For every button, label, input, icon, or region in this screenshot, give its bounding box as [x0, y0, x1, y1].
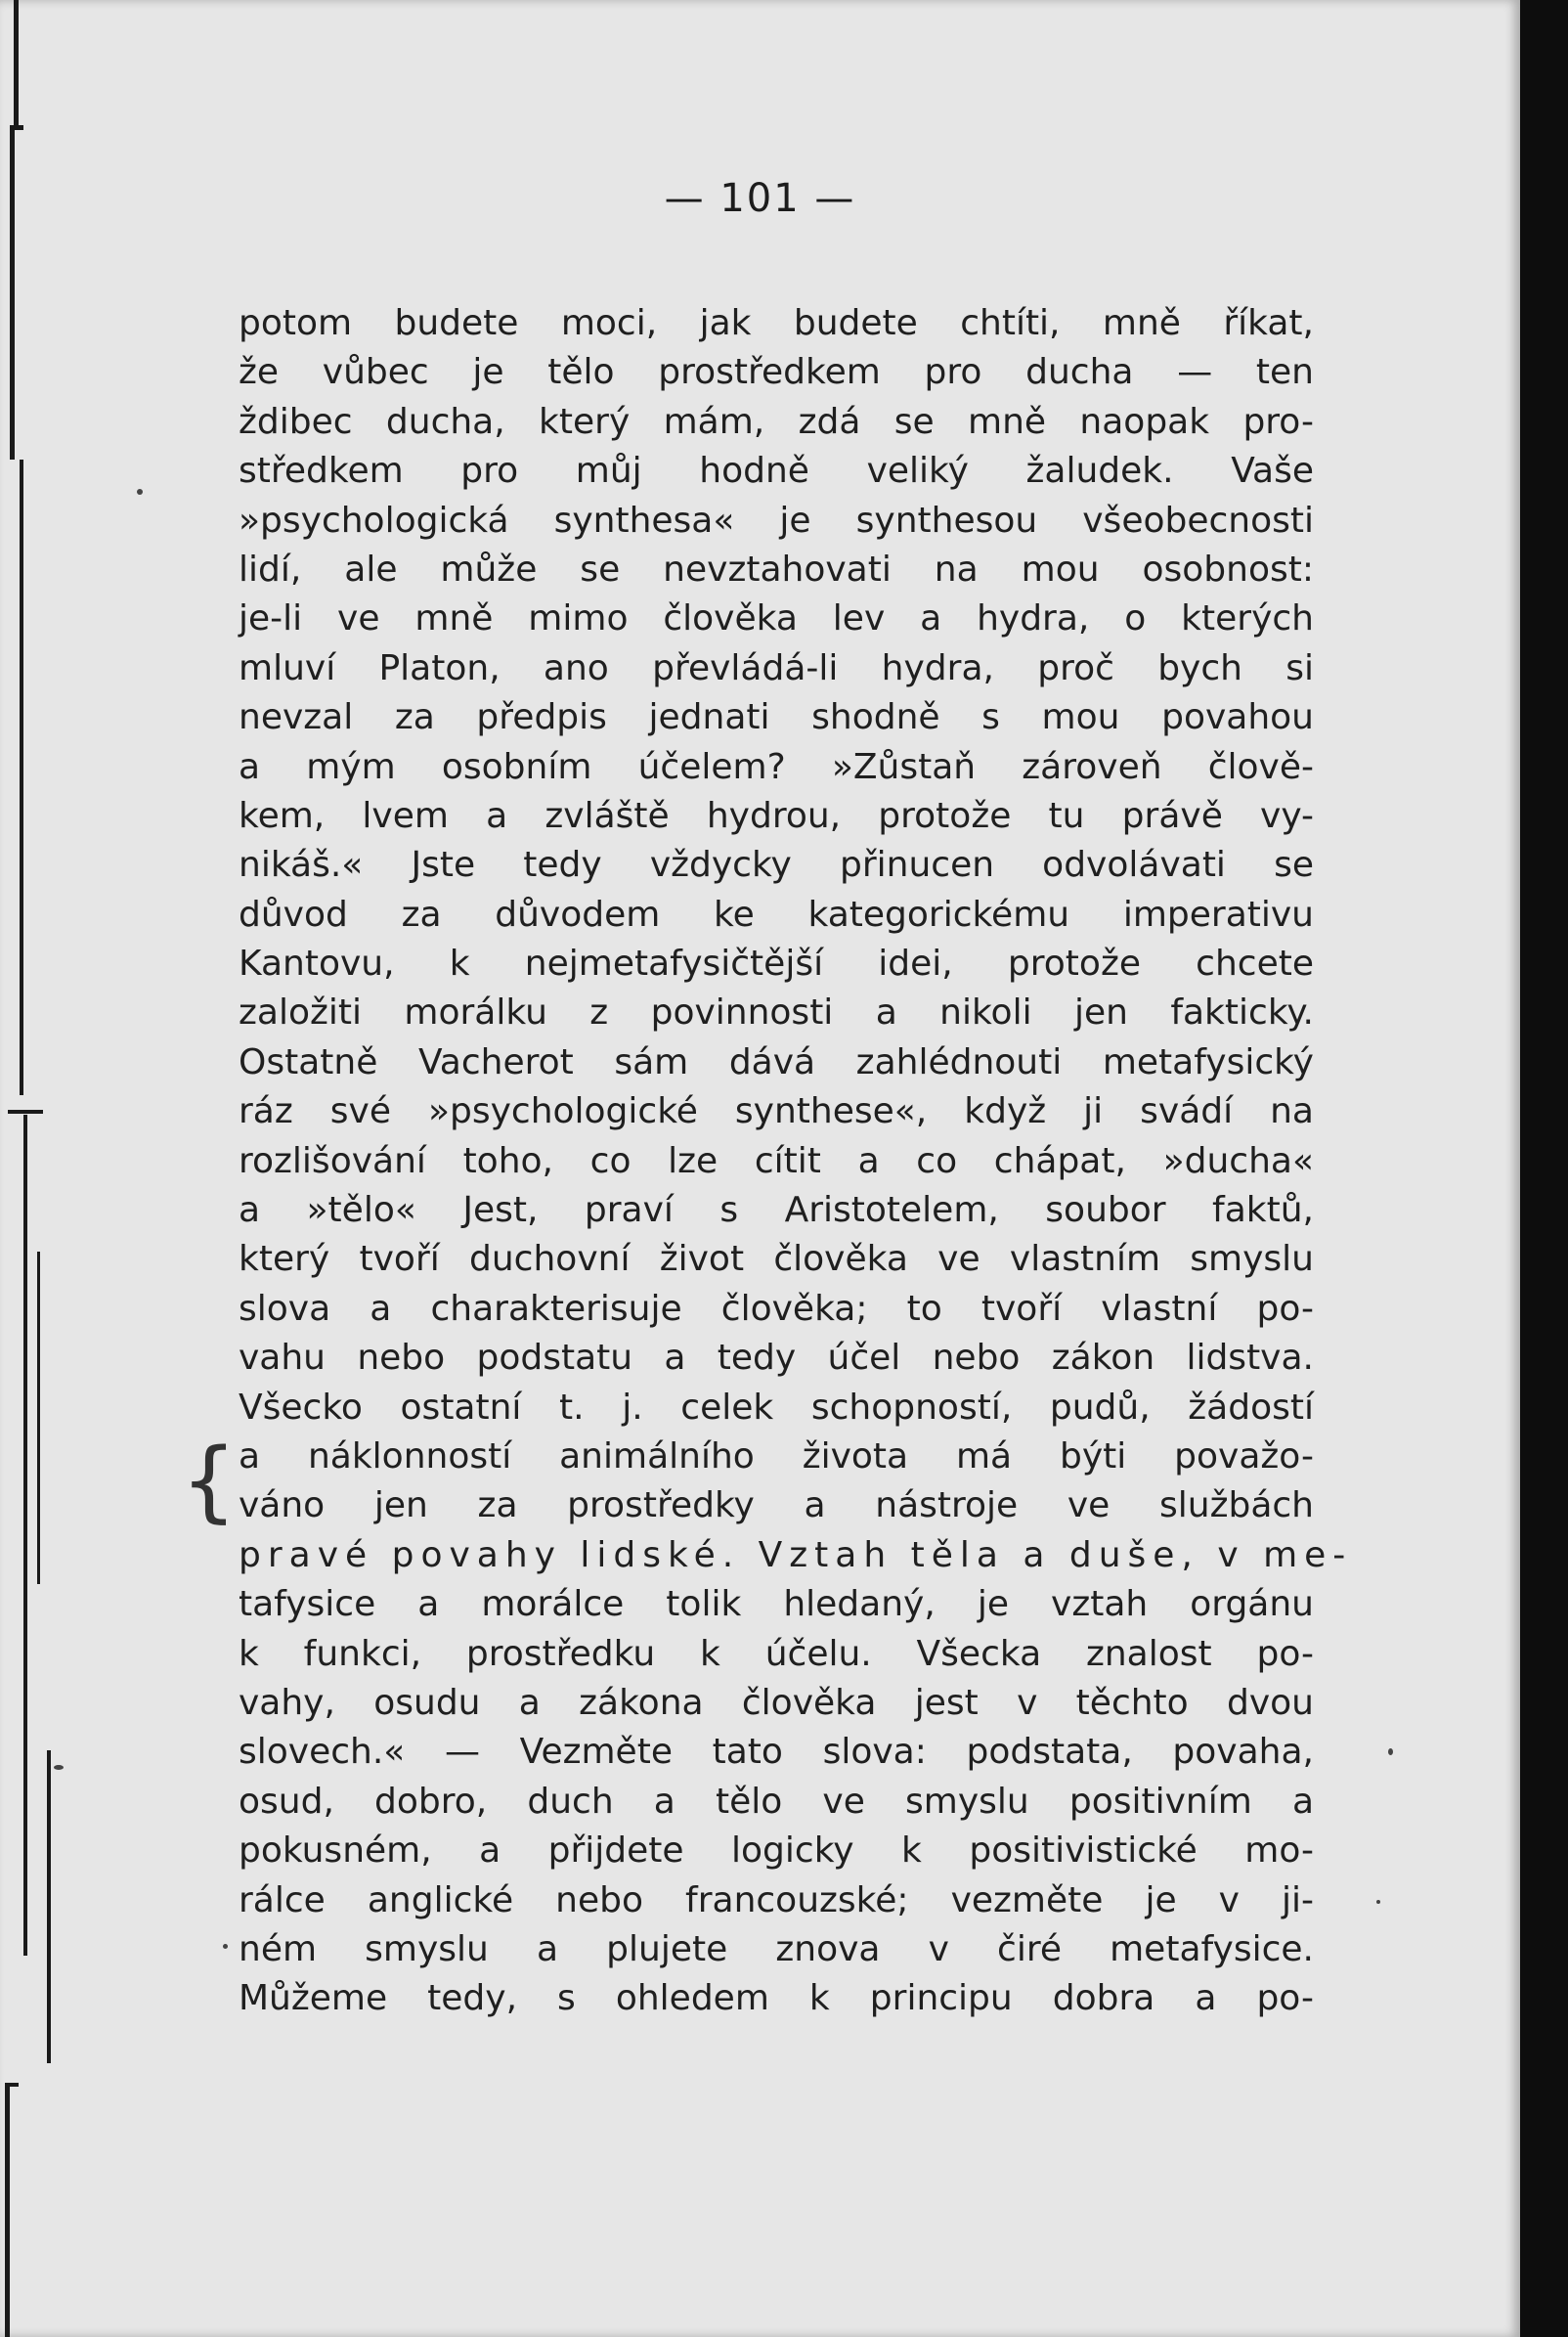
- text-line: váno jen za prostředky a nástroje ve službách: [239, 1485, 1314, 1526]
- body-text: [239, 299, 1353, 2024]
- text-line: pravé povahy lidské. Vztah těla a duše, v me-: [239, 1534, 1353, 1575]
- text-line: osud, dobro, duch a tělo ve smyslu positivním a: [239, 1781, 1314, 1822]
- scan-dark-edge: [1520, 0, 1568, 2337]
- scan-speck: [1376, 1900, 1380, 1904]
- text-line: Kantovu, k nejmetafysičtější idei, protože chcete: [239, 944, 1314, 985]
- text-line: ždibec ducha, který mám, zdá se mně naopak pro-: [239, 401, 1314, 442]
- text-line: pokusném, a přijdete logicky k positivistické mo-: [239, 1830, 1314, 1872]
- scan-speck: [137, 489, 143, 495]
- text-line: Můžeme tedy, s ohledem k principu dobra a po-: [239, 1978, 1314, 2019]
- text-line: a »tělo« Jest, praví s Aristotelem, soubor faktů,: [239, 1190, 1314, 1231]
- text-line: nevzal za předpis jednati shodně s mou povahou: [239, 697, 1314, 738]
- text-line: vahy, osudu a zákona člověka jest v těchto dvou: [239, 1682, 1314, 1723]
- text-line: je-li ve mně mimo člověka lev a hydra, o kterých: [239, 598, 1314, 639]
- text-line: ráz své »psychologické synthese«, když ji svádí na: [239, 1091, 1314, 1132]
- text-line: rozlišování toho, co lze cítit a co chápat, »ducha«: [239, 1140, 1314, 1181]
- page-binding-edge: [0, 0, 73, 2337]
- text-line: potom budete moci, jak budete chtíti, mně říkat,: [239, 303, 1314, 343]
- text-line: mluví Platon, ano převládá-li hydra, proč bych si: [239, 647, 1314, 688]
- text-line: Všecko ostatní t. j. celek schopností, pudů, žádostí: [239, 1387, 1314, 1428]
- text-line: slova a charakterisuje člověka; to tvoří vlastní po-: [239, 1288, 1314, 1329]
- margin-bracket-mark: {: [181, 1430, 238, 1532]
- text-line: a náklonností animálního života má býti považo-: [239, 1435, 1314, 1477]
- text-line: a mým osobním účelem? »Zůstaň zároveň člově-: [239, 746, 1314, 787]
- text-line: vahu nebo podstatu a tedy účel nebo zákon lidstva.: [239, 1338, 1314, 1379]
- text-line: důvod za důvodem ke kategorickému imperativu: [239, 894, 1314, 935]
- text-line: k funkci, prostředku k účelu. Všecka znalost po-: [239, 1633, 1314, 1674]
- text-line: nikáš.« Jste tedy vždycky přinucen odvolávati se: [239, 845, 1314, 886]
- text-line: středkem pro můj hodně veliký žaludek. Vaše: [239, 451, 1314, 492]
- text-line: ném smyslu a plujete znova v čiré metafysice.: [239, 1928, 1314, 1969]
- text-line: Ostatně Vacherot sám dává zahlédnouti metafysický: [239, 1041, 1314, 1082]
- text-line: tafysice a morálce tolik hledaný, je vztah orgánu: [239, 1584, 1314, 1625]
- scan-speck: [1388, 1748, 1393, 1755]
- text-line: kem, lvem a zvláště hydrou, protože tu právě vy-: [239, 795, 1314, 836]
- scan-speck: [223, 1944, 228, 1949]
- text-line: »psychologická synthesa« je synthesou všeobecnosti: [239, 500, 1314, 541]
- text-line: lidí, ale může se nevztahovati na mou osobnost:: [239, 549, 1314, 590]
- scan-speck: [54, 1765, 64, 1770]
- text-line: který tvoří duchovní život člověka ve vlastním smyslu: [239, 1239, 1314, 1280]
- text-line: že vůbec je tělo prostředkem pro ducha — ten: [239, 352, 1314, 393]
- text-line: rálce anglické nebo francouzské; vezměte je v ji-: [239, 1879, 1314, 1920]
- page-number: — 101 —: [664, 176, 856, 221]
- text-line: slovech.« — Vezměte tato slova: podstata, povaha,: [239, 1732, 1314, 1773]
- text-line: založiti morálku z povinnosti a nikoli jen fakticky.: [239, 992, 1314, 1034]
